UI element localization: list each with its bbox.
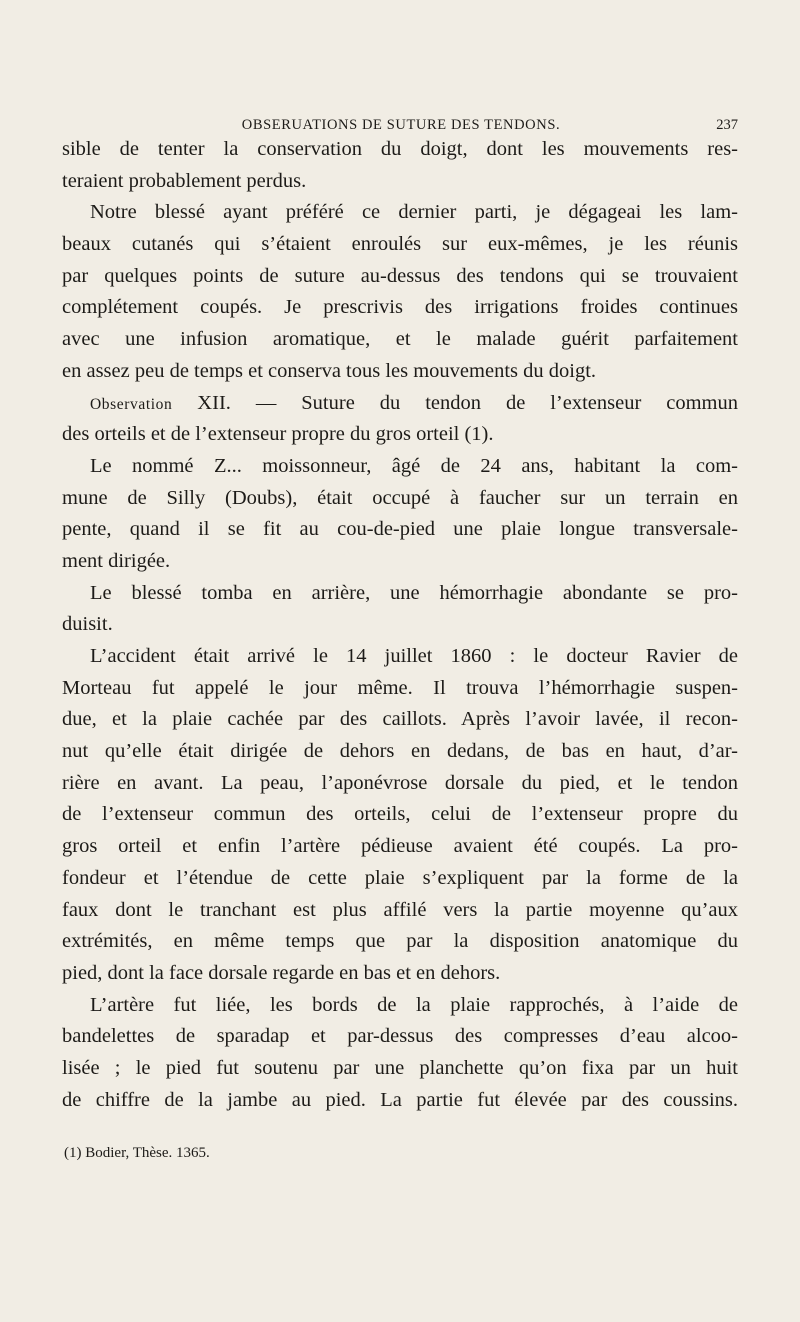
observation-label: Observation	[90, 395, 173, 413]
text-line: complétement coupés. Je prescrivis des irrigations froides continues	[62, 296, 738, 319]
text-line: L’artère fut liée, les bords de la plaie rapprochés, à l’aide de	[90, 993, 738, 1016]
text-line: en assez peu de temps et conserva tous les mouvements du doigt.	[62, 359, 597, 382]
text-line: L’accident était arrivé le 14 juillet 1860 : le docteur Ravier de	[90, 645, 738, 667]
body-text	[62, 134, 738, 1116]
text-line: pente, quand il se fit au cou-de-pied une plaie longue transversale-	[62, 518, 738, 541]
text-line: par quelques points de suture au-dessus des tendons qui se trouvaient	[62, 264, 738, 287]
text-line: fondeur et l’étendue de cette plaie s’expliquent par la forme de la	[62, 866, 738, 889]
text-line: Notre blessé ayant préféré ce dernier parti, je dégageai les lam-	[90, 201, 738, 224]
footnote: (1) Bodier, Thèse. 1365.	[64, 1145, 210, 1161]
page-number: 237	[716, 117, 738, 133]
text-line	[62, 388, 738, 420]
text-line: de l’extenseur commun des orteils, celui de l’extenseur propre du	[62, 803, 738, 826]
text-line: Morteau fut appelé le jour même. Il trouva l’hémorrhagie suspen-	[62, 676, 738, 699]
text-line: Le blessé tomba en arrière, une hémorrhagie abondante se pro-	[90, 581, 738, 604]
text-line: extrémités, en même temps que par la disposition anatomique du	[62, 930, 738, 953]
text-line: sible de tenter la conservation du doigt, dont les mouvements res-	[62, 138, 738, 160]
text-line: des orteils et de l’extenseur propre du gros orteil (1).	[62, 423, 494, 446]
text-line: pied, dont la face dorsale regarde en bas et en dehors.	[62, 961, 501, 984]
text-line: teraient probablement perdus.	[62, 169, 307, 192]
text-line: due, et la plaie cachée par des caillots. Après l’avoir lavée, il recon-	[62, 708, 738, 731]
observation-title: XII. — Suture du tendon de l’extenseur commun	[172, 391, 738, 414]
text-line: faux dont le tranchant est plus affilé vers la partie moyenne qu’aux	[62, 898, 738, 921]
text-line: mune de Silly (Doubs), était occupé à faucher sur un terrain en	[62, 486, 738, 509]
text-line: de chiffre de la jambe au pied. La partie fut élevée par des coussins.	[62, 1088, 738, 1111]
text-line: beaux cutanés qui s’étaient enroulés sur eux-mêmes, je les réunis	[62, 233, 738, 256]
text-line: duisit.	[62, 613, 113, 636]
text-line: gros orteil et enfin l’artère pédieuse avaient été coupés. La pro-	[62, 835, 738, 858]
text-line: nut qu’elle était dirigée de dehors en dedans, de bas en haut, d’ar-	[62, 740, 738, 763]
running-title: OBSERUATIONS DE SUTURE DES TENDONS.	[241, 116, 561, 134]
text-line: avec une infusion aromatique, et le malade guérit parfaitement	[62, 328, 738, 351]
text-line: Le nommé Z... moissonneur, âgé de 24 ans, habitant la com-	[90, 454, 738, 477]
text-line: rière en avant. La peau, l’aponévrose dorsale du pied, et le tendon	[62, 771, 738, 794]
text-line: bandelettes de sparadap et par-dessus des compresses d’eau alcoo-	[62, 1025, 738, 1048]
text-line: ment dirigée.	[62, 549, 171, 572]
text-line: lisée ; le pied fut soutenu par une planchette qu’on fixa par un huit	[62, 1056, 738, 1079]
